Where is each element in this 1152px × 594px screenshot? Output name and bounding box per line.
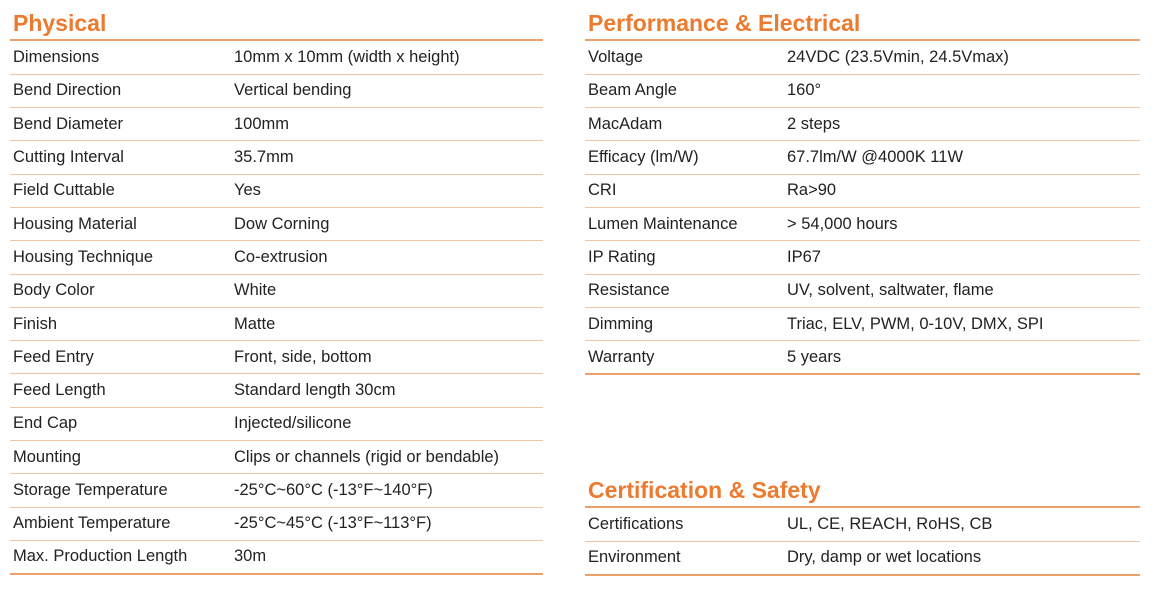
spec-value: UV, solvent, saltwater, flame [784,274,1140,307]
spec-value: Ra>90 [784,174,1140,207]
spec-label: Max. Production Length [10,540,231,573]
physical-row [10,108,543,141]
performance-row [585,108,1140,141]
spec-label: Finish [10,307,231,340]
physical-row [10,474,543,507]
spec-value: > 54,000 hours [784,207,1140,240]
certification-row [585,541,1140,574]
spec-value: UL, CE, REACH, RoHS, CB [784,508,1140,541]
spec-value: Dow Corning [231,207,543,240]
spec-value: 2 steps [784,108,1140,141]
physical-row [10,174,543,207]
spec-value: Triac, ELV, PWM, 0-10V, DMX, SPI [784,307,1140,340]
spec-value: Dry, damp or wet locations [784,541,1140,574]
physical-title: Physical [13,10,107,36]
physical-row [10,540,543,573]
performance-row [585,174,1140,207]
spec-value: Co-extrusion [231,241,543,274]
spec-label: Storage Temperature [10,474,231,507]
spec-value: Yes [231,174,543,207]
certification-row [585,508,1140,541]
performance-row [585,341,1140,374]
spec-value: 160° [784,74,1140,107]
spec-label: Bend Diameter [10,108,231,141]
spec-value: 5 years [784,341,1140,374]
physical-row [10,74,543,107]
spec-label: Ambient Temperature [10,507,231,540]
physical-row [10,41,543,74]
physical-table [10,41,543,575]
physical-row [10,407,543,440]
physical-row [10,507,543,540]
spec-value: Clips or channels (rigid or bendable) [231,441,543,474]
spec-label: Resistance [585,274,784,307]
spec-label: Feed Length [10,374,231,407]
spec-value: 10mm x 10mm (width x height) [231,41,543,74]
physical-row [10,207,543,240]
spec-value: 100mm [231,108,543,141]
spec-value: 67.7lm/W @4000K 11W [784,141,1140,174]
performance-row [585,207,1140,240]
spec-value: 30m [231,540,543,573]
spec-label: Beam Angle [585,74,784,107]
physical-section [10,10,543,575]
performance-table [585,41,1140,375]
spec-label: IP Rating [585,241,784,274]
performance-section [585,10,1140,375]
spec-label: Efficacy (lm/W) [585,141,784,174]
spec-label: MacAdam [585,108,784,141]
certification-title: Certification & Safety [588,477,821,503]
performance-row [585,141,1140,174]
performance-row [585,74,1140,107]
spec-value: Front, side, bottom [231,341,543,374]
spec-label: Bend Direction [10,74,231,107]
spec-label: Housing Technique [10,241,231,274]
spec-value: Vertical bending [231,74,543,107]
physical-row [10,241,543,274]
spec-label: CRI [585,174,784,207]
spec-label: Feed Entry [10,341,231,374]
spec-label: Voltage [585,41,784,74]
spec-value: White [231,274,543,307]
spec-label: Mounting [10,441,231,474]
spec-value: -25°C~60°C (-13°F~140°F) [231,474,543,507]
spec-value: 24VDC (23.5Vmin, 24.5Vmax) [784,41,1140,74]
spec-label: Body Color [10,274,231,307]
certification-section [585,477,1140,576]
spec-label: Housing Material [10,207,231,240]
performance-row [585,241,1140,274]
certification-table [585,508,1140,576]
spec-label: Warranty [585,341,784,374]
spec-label: Lumen Maintenance [585,207,784,240]
performance-row [585,274,1140,307]
spec-label: End Cap [10,407,231,440]
spec-label: Cutting Interval [10,141,231,174]
physical-row [10,307,543,340]
spec-label: Field Cuttable [10,174,231,207]
spec-label: Dimming [585,307,784,340]
spec-value: -25°C~45°C (-13°F~113°F) [231,507,543,540]
spec-value: Standard length 30cm [231,374,543,407]
spec-value: Injected/silicone [231,407,543,440]
performance-row [585,307,1140,340]
spec-value: IP67 [784,241,1140,274]
physical-row [10,341,543,374]
performance-title: Performance & Electrical [588,10,861,36]
performance-row [585,41,1140,74]
spec-label: Environment [585,541,784,574]
spec-value: Matte [231,307,543,340]
spec-value: 35.7mm [231,141,543,174]
physical-row [10,441,543,474]
spec-label: Certifications [585,508,784,541]
physical-row [10,141,543,174]
physical-row [10,274,543,307]
spec-label: Dimensions [10,41,231,74]
physical-row [10,374,543,407]
